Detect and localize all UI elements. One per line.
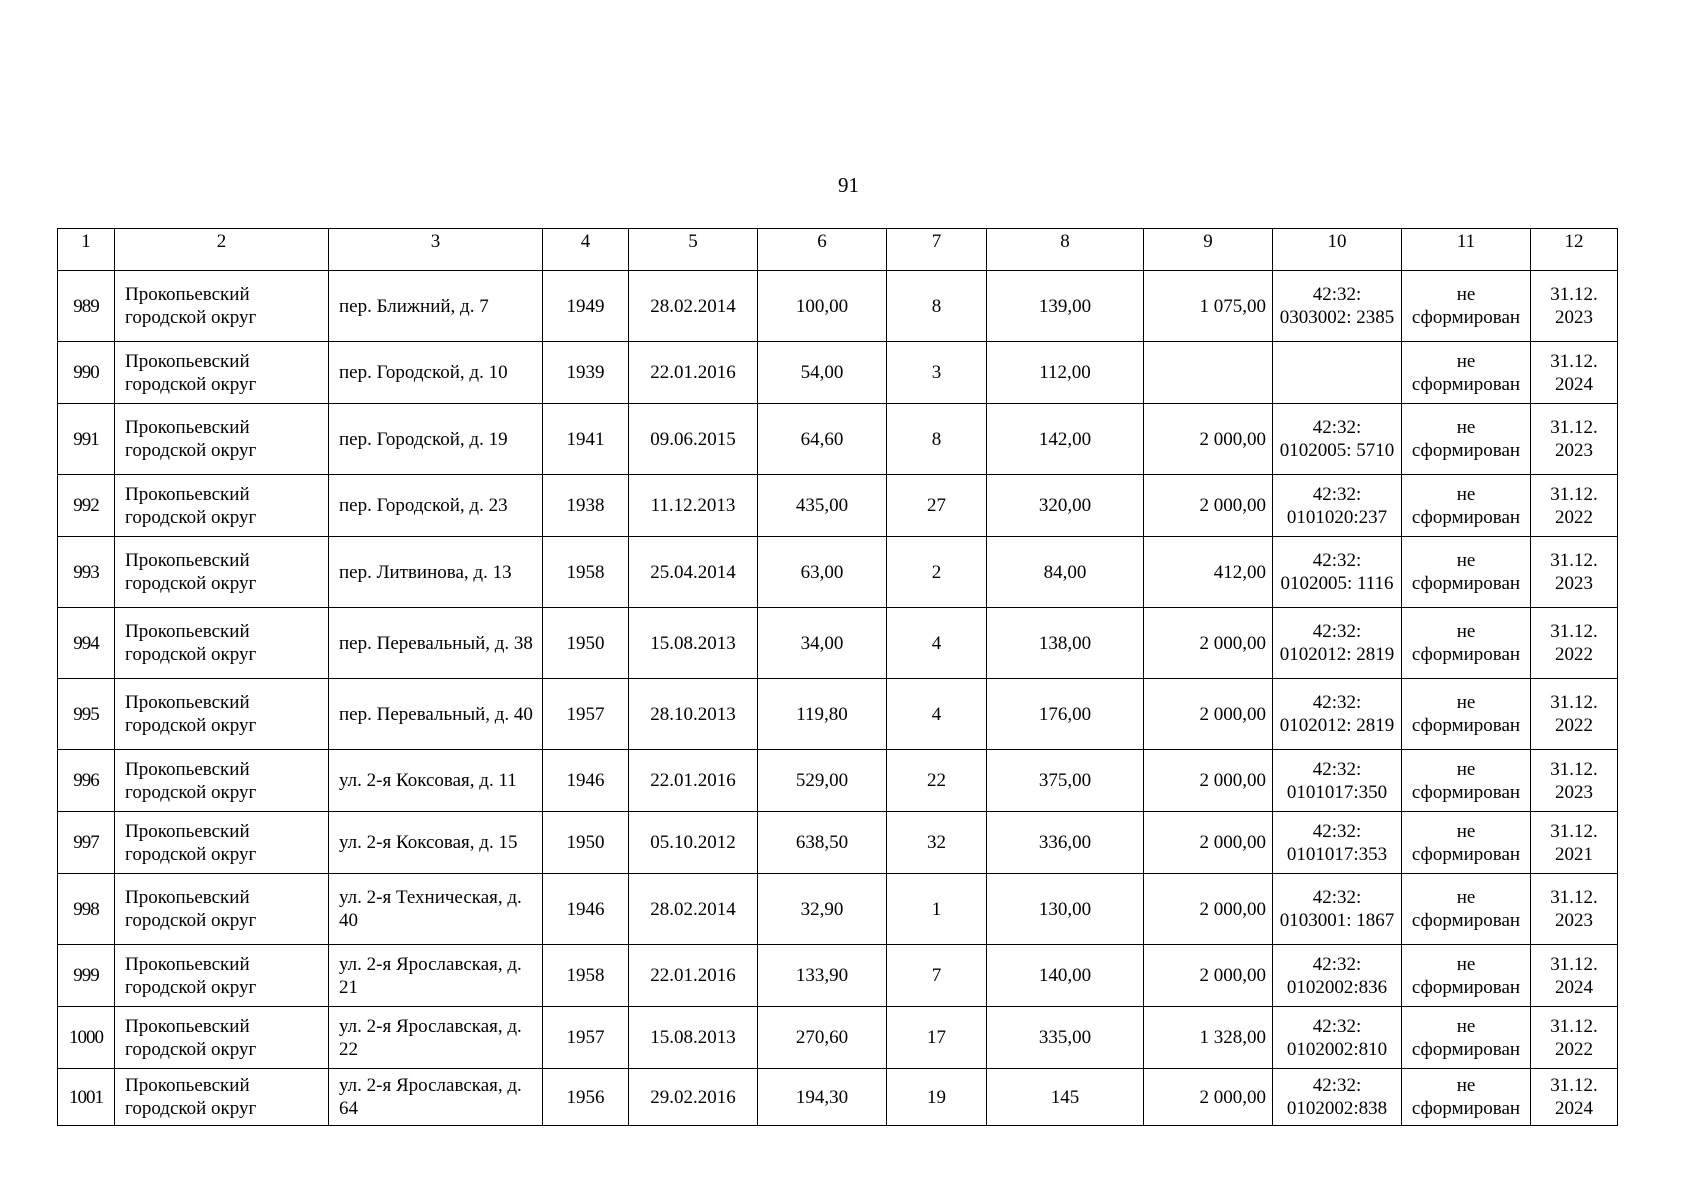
table-row	[58, 874, 1618, 945]
cell-date: 28.10.2013	[629, 679, 758, 750]
cell-municipality: Прокопьевский городской округ	[115, 608, 329, 679]
cell-number: 989	[58, 271, 115, 342]
table-body	[58, 271, 1618, 1126]
cell-date: 22.01.2016	[629, 945, 758, 1007]
cell-date: 22.01.2016	[629, 750, 758, 812]
cell-col8: 112,00	[987, 342, 1144, 404]
cell-area: 32,90	[758, 874, 887, 945]
cell-number: 996	[58, 750, 115, 812]
cell-residents: 4	[887, 608, 987, 679]
cell-col9: 2 000,00	[1144, 608, 1273, 679]
cell-deadline: 31.12. 2023	[1531, 874, 1618, 945]
cell-status: не сформирован	[1402, 679, 1531, 750]
cell-residents: 22	[887, 750, 987, 812]
header-row	[58, 229, 1618, 271]
cell-address: ул. 2-я Ярославская, д. 22	[329, 1007, 543, 1069]
cell-area: 270,60	[758, 1007, 887, 1069]
cell-address: пер. Ближний, д. 7	[329, 271, 543, 342]
cell-year: 1939	[543, 342, 629, 404]
cell-address: пер. Литвинова, д. 13	[329, 537, 543, 608]
cell-residents: 4	[887, 679, 987, 750]
cell-date: 29.02.2016	[629, 1069, 758, 1126]
table-row	[58, 271, 1618, 342]
cell-date: 05.10.2012	[629, 812, 758, 874]
cell-cadastral: 42:32: 0101017:350	[1273, 750, 1402, 812]
cell-deadline: 31.12. 2022	[1531, 475, 1618, 537]
cell-residents: 2	[887, 537, 987, 608]
cell-status: не сформирован	[1402, 608, 1531, 679]
column-header: 5	[629, 229, 758, 271]
cell-residents: 7	[887, 945, 987, 1007]
cell-year: 1950	[543, 608, 629, 679]
table-row	[58, 945, 1618, 1007]
cell-municipality: Прокопьевский городской округ	[115, 1007, 329, 1069]
cell-year: 1949	[543, 271, 629, 342]
cell-area: 638,50	[758, 812, 887, 874]
cell-date: 28.02.2014	[629, 271, 758, 342]
cell-status: не сформирован	[1402, 1069, 1531, 1126]
cell-col8: 142,00	[987, 404, 1144, 475]
cell-area: 133,90	[758, 945, 887, 1007]
cell-year: 1957	[543, 679, 629, 750]
column-header: 11	[1402, 229, 1531, 271]
cell-number: 993	[58, 537, 115, 608]
cell-address: ул. 2-я Ярославская, д. 21	[329, 945, 543, 1007]
cell-deadline: 31.12. 2023	[1531, 537, 1618, 608]
cell-deadline: 31.12. 2022	[1531, 608, 1618, 679]
cell-col9	[1144, 342, 1273, 404]
cell-residents: 1	[887, 874, 987, 945]
cell-status: не сформирован	[1402, 945, 1531, 1007]
cell-residents: 27	[887, 475, 987, 537]
cell-col9: 2 000,00	[1144, 945, 1273, 1007]
cell-cadastral: 42:32: 0102002:836	[1273, 945, 1402, 1007]
cell-municipality: Прокопьевский городской округ	[115, 945, 329, 1007]
cell-residents: 17	[887, 1007, 987, 1069]
cell-area: 119,80	[758, 679, 887, 750]
cell-number: 1000	[58, 1007, 115, 1069]
cell-year: 1950	[543, 812, 629, 874]
cell-address: ул. 2-я Ярославская, д. 64	[329, 1069, 543, 1126]
cell-municipality: Прокопьевский городской округ	[115, 475, 329, 537]
column-header: 7	[887, 229, 987, 271]
cell-municipality: Прокопьевский городской округ	[115, 271, 329, 342]
cell-area: 54,00	[758, 342, 887, 404]
column-header: 10	[1273, 229, 1402, 271]
cell-residents: 3	[887, 342, 987, 404]
cell-col8: 320,00	[987, 475, 1144, 537]
cell-number: 1001	[58, 1069, 115, 1126]
cell-cadastral	[1273, 342, 1402, 404]
cell-area: 64,60	[758, 404, 887, 475]
cell-col9: 2 000,00	[1144, 1069, 1273, 1126]
cell-municipality: Прокопьевский городской округ	[115, 537, 329, 608]
cell-cadastral: 42:32: 0101017:353	[1273, 812, 1402, 874]
cell-col8: 140,00	[987, 945, 1144, 1007]
cell-municipality: Прокопьевский городской округ	[115, 812, 329, 874]
cell-date: 22.01.2016	[629, 342, 758, 404]
cell-status: не сформирован	[1402, 874, 1531, 945]
cell-status: не сформирован	[1402, 750, 1531, 812]
cell-col8: 84,00	[987, 537, 1144, 608]
housing-registry-table	[57, 228, 1618, 1126]
column-header: 6	[758, 229, 887, 271]
cell-residents: 8	[887, 271, 987, 342]
cell-col9: 2 000,00	[1144, 475, 1273, 537]
cell-date: 28.02.2014	[629, 874, 758, 945]
cell-number: 997	[58, 812, 115, 874]
cell-residents: 8	[887, 404, 987, 475]
cell-address: пер. Перевальный, д. 40	[329, 679, 543, 750]
cell-municipality: Прокопьевский городской округ	[115, 750, 329, 812]
cell-cadastral: 42:32: 0102002:838	[1273, 1069, 1402, 1126]
cell-number: 998	[58, 874, 115, 945]
table-row	[58, 679, 1618, 750]
cell-number: 990	[58, 342, 115, 404]
cell-col8: 336,00	[987, 812, 1144, 874]
column-header: 8	[987, 229, 1144, 271]
column-header: 4	[543, 229, 629, 271]
cell-deadline: 31.12. 2023	[1531, 271, 1618, 342]
cell-municipality: Прокопьевский городской округ	[115, 404, 329, 475]
table-row	[58, 342, 1618, 404]
cell-col9: 2 000,00	[1144, 812, 1273, 874]
cell-date: 25.04.2014	[629, 537, 758, 608]
cell-date: 09.06.2015	[629, 404, 758, 475]
cell-residents: 19	[887, 1069, 987, 1126]
cell-status: не сформирован	[1402, 812, 1531, 874]
cell-col8: 138,00	[987, 608, 1144, 679]
cell-municipality: Прокопьевский городской округ	[115, 342, 329, 404]
cell-number: 994	[58, 608, 115, 679]
cell-address: ул. 2-я Техническая, д. 40	[329, 874, 543, 945]
cell-cadastral: 42:32: 0102005: 5710	[1273, 404, 1402, 475]
table-row	[58, 750, 1618, 812]
table-row	[58, 537, 1618, 608]
cell-date: 15.08.2013	[629, 1007, 758, 1069]
table-row	[58, 475, 1618, 537]
cell-area: 435,00	[758, 475, 887, 537]
cell-cadastral: 42:32: 0102012: 2819	[1273, 679, 1402, 750]
cell-number: 991	[58, 404, 115, 475]
cell-number: 995	[58, 679, 115, 750]
cell-year: 1956	[543, 1069, 629, 1126]
cell-col9: 412,00	[1144, 537, 1273, 608]
cell-area: 63,00	[758, 537, 887, 608]
cell-year: 1958	[543, 945, 629, 1007]
cell-status: не сформирован	[1402, 475, 1531, 537]
cell-deadline: 31.12. 2023	[1531, 750, 1618, 812]
table-row	[58, 404, 1618, 475]
page-number: 91	[838, 173, 859, 197]
cell-address: ул. 2-я Коксовая, д. 15	[329, 812, 543, 874]
cell-col8: 130,00	[987, 874, 1144, 945]
cell-col9: 1 328,00	[1144, 1007, 1273, 1069]
cell-cadastral: 42:32: 0102002:810	[1273, 1007, 1402, 1069]
cell-address: пер. Городской, д. 10	[329, 342, 543, 404]
cell-year: 1958	[543, 537, 629, 608]
cell-number: 992	[58, 475, 115, 537]
cell-year: 1946	[543, 874, 629, 945]
cell-municipality: Прокопьевский городской округ	[115, 679, 329, 750]
cell-year: 1938	[543, 475, 629, 537]
cell-col8: 375,00	[987, 750, 1144, 812]
cell-area: 100,00	[758, 271, 887, 342]
cell-deadline: 31.12. 2024	[1531, 945, 1618, 1007]
cell-cadastral: 42:32: 0102012: 2819	[1273, 608, 1402, 679]
table-row	[58, 608, 1618, 679]
cell-year: 1941	[543, 404, 629, 475]
cell-deadline: 31.12. 2021	[1531, 812, 1618, 874]
cell-status: не сформирован	[1402, 537, 1531, 608]
cell-cadastral: 42:32: 0103001: 1867	[1273, 874, 1402, 945]
cell-status: не сформирован	[1402, 271, 1531, 342]
column-header: 12	[1531, 229, 1618, 271]
table-row	[58, 812, 1618, 874]
cell-deadline: 31.12. 2022	[1531, 679, 1618, 750]
cell-area: 194,30	[758, 1069, 887, 1126]
cell-col9: 2 000,00	[1144, 750, 1273, 812]
cell-col9: 2 000,00	[1144, 874, 1273, 945]
cell-date: 15.08.2013	[629, 608, 758, 679]
cell-col8: 139,00	[987, 271, 1144, 342]
cell-year: 1957	[543, 1007, 629, 1069]
cell-deadline: 31.12. 2022	[1531, 1007, 1618, 1069]
cell-deadline: 31.12. 2024	[1531, 342, 1618, 404]
cell-cadastral: 42:32: 0102005: 1116	[1273, 537, 1402, 608]
cell-number: 999	[58, 945, 115, 1007]
cell-col9: 2 000,00	[1144, 404, 1273, 475]
cell-municipality: Прокопьевский городской округ	[115, 874, 329, 945]
cell-residents: 32	[887, 812, 987, 874]
cell-address: пер. Перевальный, д. 38	[329, 608, 543, 679]
column-header: 2	[115, 229, 329, 271]
cell-address: пер. Городской, д. 23	[329, 475, 543, 537]
cell-address: пер. Городской, д. 19	[329, 404, 543, 475]
cell-municipality: Прокопьевский городской округ	[115, 1069, 329, 1126]
column-header: 1	[58, 229, 115, 271]
cell-col8: 145	[987, 1069, 1144, 1126]
table-row	[58, 1069, 1618, 1126]
cell-deadline: 31.12. 2023	[1531, 404, 1618, 475]
cell-col9: 2 000,00	[1144, 679, 1273, 750]
cell-address: ул. 2-я Коксовая, д. 11	[329, 750, 543, 812]
cell-cadastral: 42:32: 0303002: 2385	[1273, 271, 1402, 342]
cell-deadline: 31.12. 2024	[1531, 1069, 1618, 1126]
cell-status: не сформирован	[1402, 342, 1531, 404]
column-header: 9	[1144, 229, 1273, 271]
cell-area: 34,00	[758, 608, 887, 679]
cell-status: не сформирован	[1402, 1007, 1531, 1069]
column-header: 3	[329, 229, 543, 271]
cell-cadastral: 42:32: 0101020:237	[1273, 475, 1402, 537]
cell-status: не сформирован	[1402, 404, 1531, 475]
cell-col9: 1 075,00	[1144, 271, 1273, 342]
cell-area: 529,00	[758, 750, 887, 812]
cell-col8: 335,00	[987, 1007, 1144, 1069]
cell-year: 1946	[543, 750, 629, 812]
cell-col8: 176,00	[987, 679, 1144, 750]
cell-date: 11.12.2013	[629, 475, 758, 537]
table-row	[58, 1007, 1618, 1069]
